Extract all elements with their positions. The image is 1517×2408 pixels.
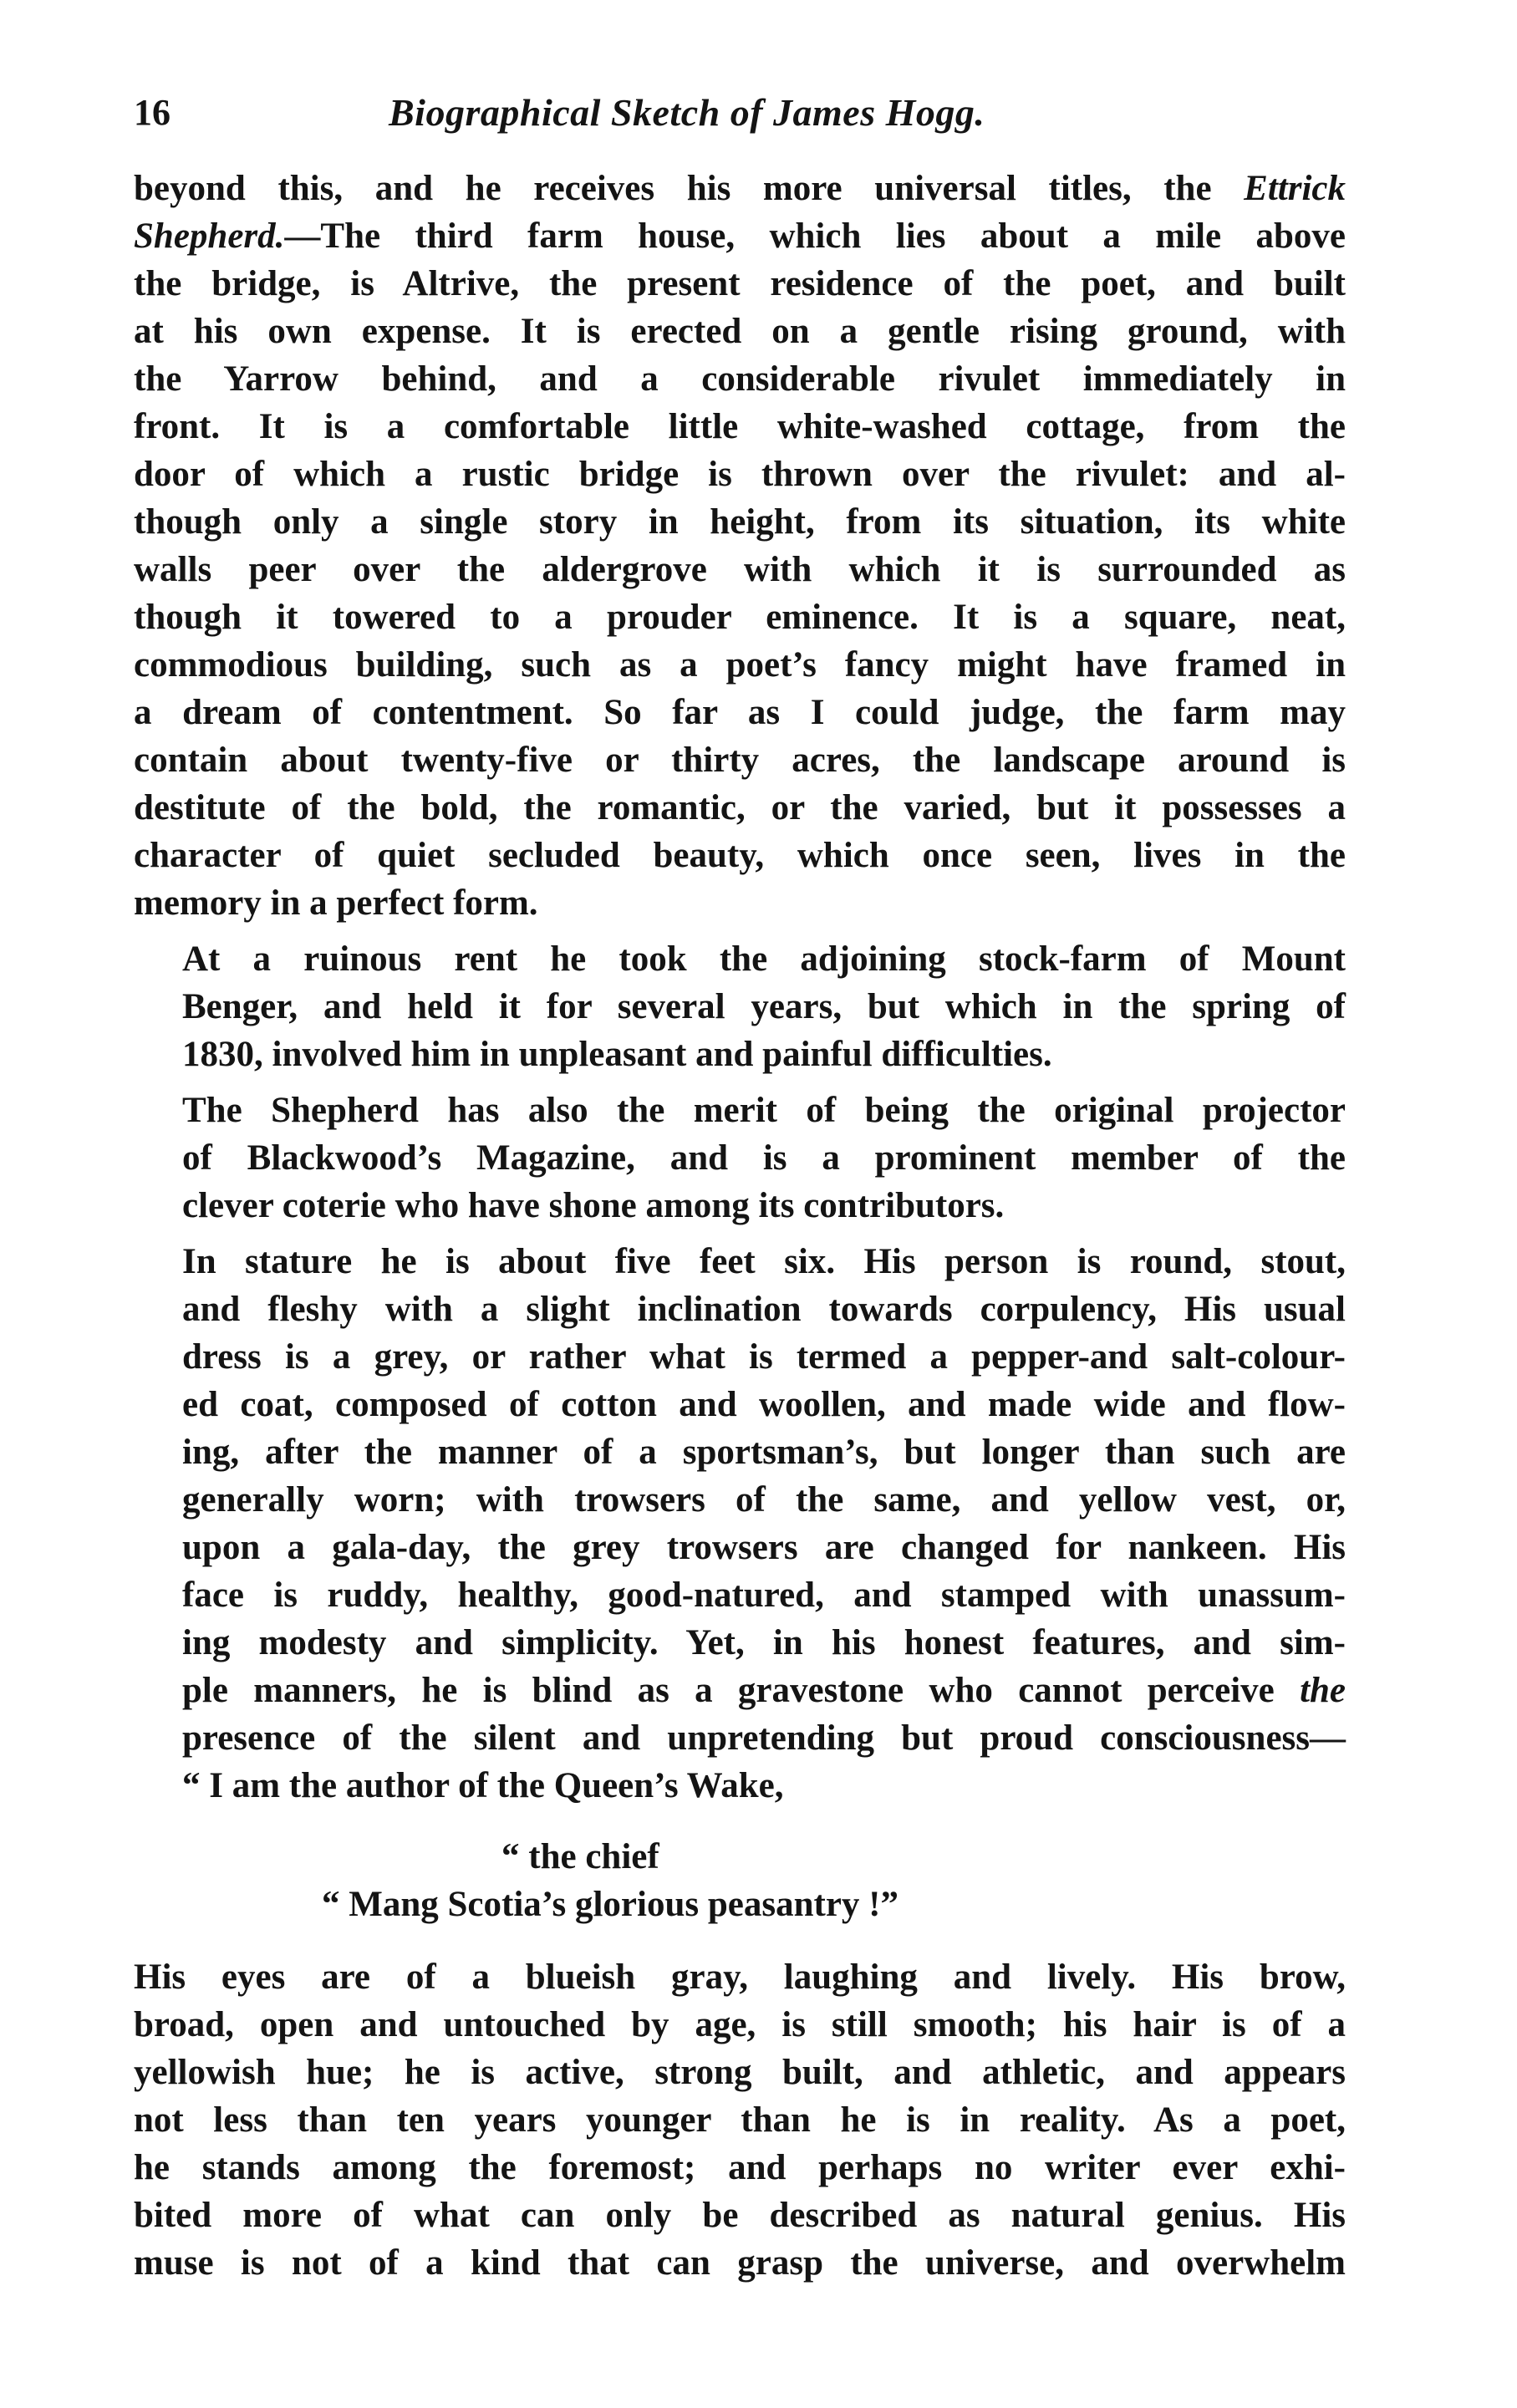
text-line: a dream of contentment. So far as I could judge, the farm may xyxy=(134,693,1346,732)
text-line: ple manners, he is blind as a gravestone who cannot perceive the xyxy=(182,1671,1346,1710)
text-line: dress is a grey, or rather what is termed a pepper-and salt-colour- xyxy=(182,1337,1346,1377)
text-line: At a ruinous rent he took the adjoining stock-farm of Mount xyxy=(182,939,1346,979)
paragraph-1 xyxy=(134,165,1346,927)
paragraph-5 xyxy=(134,1953,1346,2287)
text-line: clever coterie who have shone among its contributors. xyxy=(182,1186,1005,1225)
paragraph-2 xyxy=(134,935,1346,1078)
verse-line: “ Mang Scotia’s glorious peasantry !” xyxy=(322,1885,898,1924)
running-title: Biographical Sketch of James Hogg. xyxy=(389,91,985,134)
text-line: 1830, involved him in unpleasant and painful difficulties. xyxy=(182,1035,1052,1074)
text-line: commodious building, such as a poet’s fancy might have framed in xyxy=(134,645,1346,685)
page-header xyxy=(134,79,1346,146)
italic-text: the xyxy=(1300,1671,1346,1710)
text-line: broad, open and untouched by age, is still smooth; his hair is of a xyxy=(134,2005,1346,2044)
text-line: The Shepherd has also the merit of being the original projector xyxy=(182,1091,1346,1130)
text-line: upon a gala-day, the grey trowsers are changed for nankeen. His xyxy=(182,1528,1346,1567)
text-line: the Yarrow behind, and a considerable rivulet immediately in xyxy=(134,359,1346,399)
paragraph-3 xyxy=(134,1087,1346,1229)
text-line: Shepherd.—The third farm house, which lies about a mile above xyxy=(134,216,1346,256)
text-line: beyond this, and he receives his more universal titles, the Ettrick xyxy=(134,169,1346,208)
text-line: contain about twenty-five or thirty acres, the landscape around is xyxy=(134,741,1346,780)
text-line: bited more of what can only be described as natural genius. His xyxy=(134,2196,1346,2235)
text-line: His eyes are of a blueish gray, laughing and lively. His brow, xyxy=(134,1957,1346,1997)
text-line: door of which a rustic bridge is thrown over the rivulet: and al- xyxy=(134,455,1346,494)
text-line: memory in a perfect form. xyxy=(134,883,538,923)
page-number: 16 xyxy=(134,92,171,133)
text-line: “ I am the author of the Queen’s Wake, xyxy=(182,1766,784,1805)
text-line: In stature he is about five feet six. His person is round, stout, xyxy=(182,1242,1346,1281)
text-line: Benger, and held it for several years, but which in the spring of xyxy=(182,987,1346,1026)
text-line: and fleshy with a slight inclination towards corpulency, His usual xyxy=(182,1290,1346,1329)
text-line: though only a single story in height, from its situation, its white xyxy=(134,502,1346,542)
text-line: he stands among the foremost; and perhaps no writer ever exhi- xyxy=(134,2148,1346,2187)
verse-quotation xyxy=(134,1833,1346,1928)
text-line: yellowish hue; he is active, strong built, and athletic, and appears xyxy=(134,2053,1346,2092)
text-line: of Blackwood’s Magazine, and is a prominent member of the xyxy=(182,1138,1346,1178)
text-line: presence of the silent and unpretending but proud consciousness— xyxy=(182,1718,1346,1758)
text-line: ed coat, composed of cotton and woollen, and made wide and flow- xyxy=(182,1385,1346,1424)
text-line: walls peer over the aldergrove with which it is surrounded as xyxy=(134,550,1346,589)
text-line: face is ruddy, healthy, good-natured, and stamped with unassum- xyxy=(182,1576,1346,1615)
text-line: though it towered to a prouder eminence. It is a square, neat, xyxy=(134,598,1346,637)
text-line: the bridge, is Altrive, the present residence of the poet, and built xyxy=(134,264,1346,303)
text-line: destitute of the bold, the romantic, or the varied, but it possesses a xyxy=(134,788,1346,827)
text-line: ing, after the manner of a sportsman’s, but longer than such are xyxy=(182,1433,1346,1472)
text-line: muse is not of a kind that can grasp the universe, and overwhelm xyxy=(134,2243,1346,2283)
italic-text: Ettrick xyxy=(1244,169,1346,208)
text-line: ing modesty and simplicity. Yet, in his honest features, and sim- xyxy=(182,1623,1346,1662)
book-page xyxy=(134,79,1346,2295)
paragraph-4 xyxy=(134,1238,1346,1810)
text-line: front. It is a comfortable little white-washed cottage, from the xyxy=(134,407,1346,446)
body-text xyxy=(134,165,1346,2287)
text-line: generally worn; with trowsers of the same, and yellow vest, or, xyxy=(182,1480,1346,1520)
verse-line: “ the chief xyxy=(501,1837,659,1876)
text-line: not less than ten years younger than he is in reality. As a poet, xyxy=(134,2100,1346,2140)
text-line: character of quiet secluded beauty, which once seen, lives in the xyxy=(134,836,1346,875)
italic-text: Shepherd. xyxy=(134,216,285,256)
text-line: at his own expense. It is erected on a gentle rising ground, with xyxy=(134,312,1346,351)
